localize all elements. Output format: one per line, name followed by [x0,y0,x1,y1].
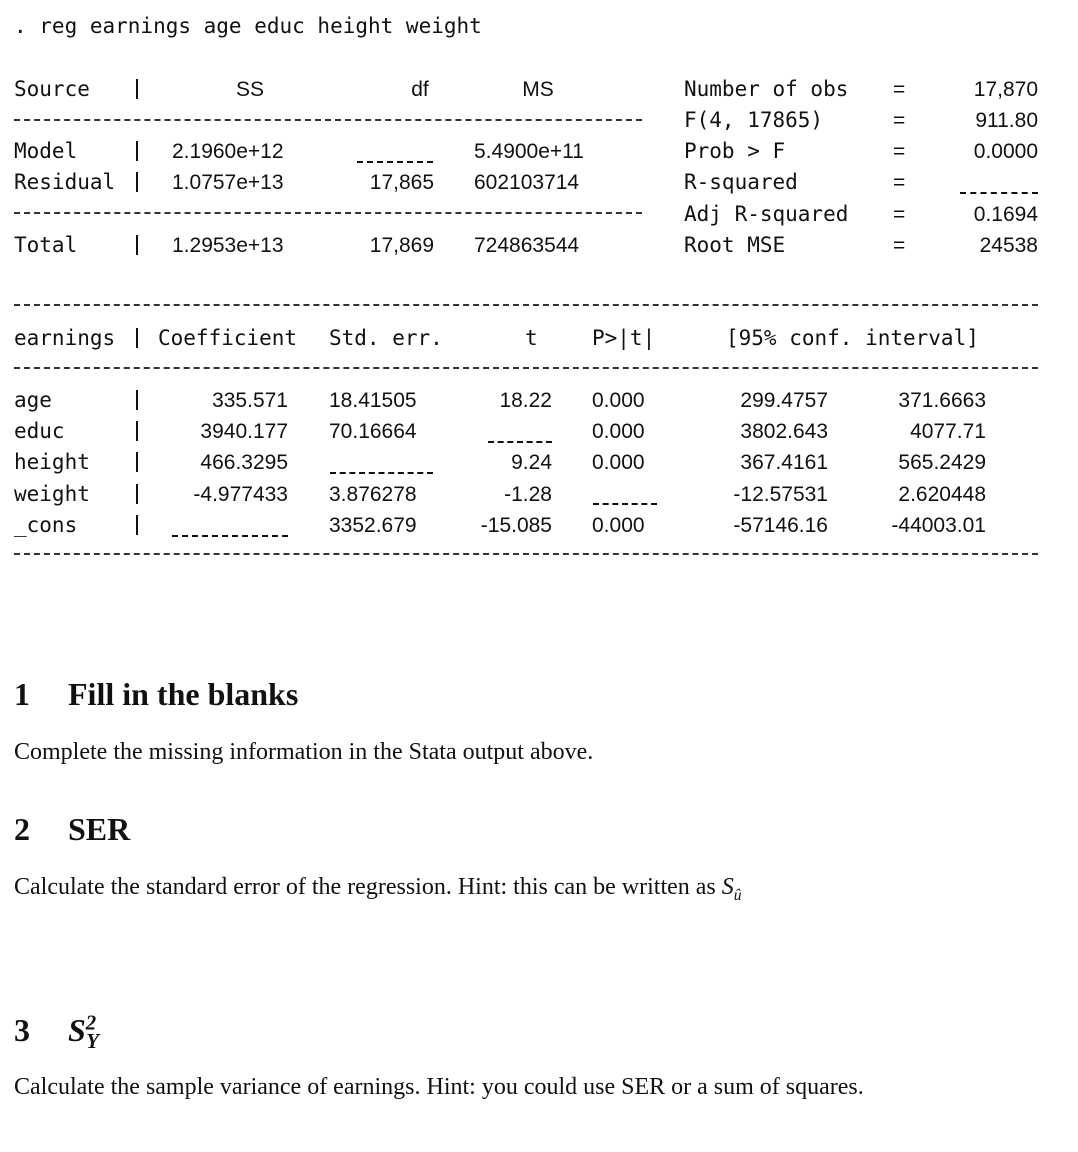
coef-cell-ci-low: -57146.16 [733,514,828,537]
coef-cell-ci-high: -44003.01 [891,514,986,537]
anova-cell-df: 17,865 [369,171,434,194]
blank-cons-coef [172,535,288,537]
anova-header-df: df [411,78,429,101]
coef-divider [136,515,138,535]
coef-var: height [14,450,90,474]
anova-divider [136,172,138,192]
anova-header-source: Source [14,77,90,101]
anova-rule [14,119,642,121]
coef-cell-ci-low: 299.4757 [740,389,828,412]
coef-cell-ci-high: 565.2429 [898,451,986,474]
stat-label: Prob > F [684,139,786,163]
coef-cell-p: 0.000 [592,514,645,537]
anova-cell-ss: 1.0757e+13 [172,171,284,194]
anova-divider [136,79,138,99]
coef-cell-p: 0.000 [592,389,645,412]
anova-rule [14,212,642,214]
coef-cell-t: -1.28 [504,483,552,506]
stat-label: F(4, 17865) [684,108,824,132]
coef-rule [14,304,1038,306]
section-2-heading: 2 SER [14,811,131,847]
anova-cell-ms: 5.4900e+11 [474,140,584,163]
ser-symbol: $S_û$ [721,874,742,904]
blank-model-df [357,161,433,163]
anova-cell-ss: 2.1960e+12 [172,140,284,163]
coef-cell-ci-high: 2.620448 [898,483,986,506]
coef-cell-se: 18.41505 [329,389,417,412]
coef-header-t: t [525,326,538,350]
stat-label: Root MSE [684,233,786,257]
coef-cell-ci-low: -12.57531 [733,483,828,506]
anova-row-label: Model [14,139,78,163]
anova-header-ms: MS [522,78,554,101]
stat-equals: = [893,234,906,257]
blank-weight-p [593,503,657,505]
coef-header-p: P>|t| [592,326,656,350]
anova-cell-ms: 724863544 [474,234,580,257]
stat-equals: = [893,203,906,226]
coef-cell-se: 70.16664 [329,420,417,443]
section-3-heading: 3 $S^2_Y$ [14,1011,99,1054]
coef-cell-coef: 466.3295 [200,451,288,474]
coef-header-ci: [95% conf. interval] [726,326,979,350]
coef-cell-ci-high: 371.6663 [898,389,986,412]
stat-equals: = [893,171,906,194]
coef-divider [136,390,138,410]
section-1-body: Complete the missing information in the Stata output above. [14,739,594,765]
coef-cell-p: 0.000 [592,420,645,443]
section-2-body: Calculate the standard error of the regression. Hint: this can be written as $S_û$ [14,874,742,904]
blank-height-se [330,472,433,474]
stat-label: Number of obs [684,77,849,101]
stat-value: 0.0000 [973,140,1038,163]
stat-label: R-squared [684,170,798,194]
stat-label: Adj R-squared [684,202,849,226]
coef-divider [136,328,138,348]
anova-cell-ms: 602103714 [474,171,580,194]
coef-header-dep: earnings [14,326,116,350]
coef-header-coef: Coefficient [158,326,298,350]
coef-var: weight [14,482,90,506]
coef-cell-coef: 335.571 [212,389,288,412]
coef-var: age [14,388,52,412]
coef-cell-coef: 3940.177 [200,420,288,443]
coef-cell-ci-low: 3802.643 [740,420,828,443]
section-1-heading: 1 Fill in the blanks [14,676,299,712]
coef-cell-ci-high: 4077.71 [910,420,986,443]
stat-value: 0.1694 [973,203,1038,226]
stat-value: 17,870 [973,78,1038,101]
anova-row-label: Residual [14,170,116,194]
coef-cell-coef: -4.977433 [193,483,288,506]
blank-r-squared [960,192,1038,194]
coef-divider [136,484,138,504]
coef-cell-t: 18.22 [499,389,552,412]
coef-cell-se: 3.876278 [329,483,417,506]
coef-rule [14,553,1038,555]
stat-equals: = [893,78,906,101]
coef-var: educ [14,419,65,443]
coef-var: _cons [14,513,78,537]
stat-equals: = [893,140,906,163]
coef-header-se: Std. err. [329,326,443,350]
coef-cell-t: 9.24 [511,451,552,474]
coef-cell-t: -15.085 [480,514,552,537]
anova-divider [136,141,138,161]
anova-header-ss: SS [235,78,264,101]
stat-equals: = [893,109,906,132]
coef-rule [14,367,1038,369]
stat-value: 911.80 [975,109,1038,132]
coef-cell-p: 0.000 [592,451,645,474]
section-3-body: Calculate the sample variance of earnings. Hint: you could use SER or a sum of squares. [14,1074,864,1100]
coef-cell-se: 3352.679 [329,514,417,537]
stata-command: . reg earnings age educ height weight [14,14,482,38]
stat-value: 24538 [979,234,1038,257]
sample-variance-symbol: $S^2_Y$ [68,1011,99,1054]
coef-divider [136,452,138,472]
anova-row-label: Total [14,233,78,257]
coef-divider [136,421,138,441]
anova-cell-df: 17,869 [369,234,434,257]
anova-divider [136,235,138,255]
coef-cell-ci-low: 367.4161 [740,451,828,474]
anova-cell-ss: 1.2953e+13 [172,234,284,257]
blank-educ-t [488,441,552,443]
